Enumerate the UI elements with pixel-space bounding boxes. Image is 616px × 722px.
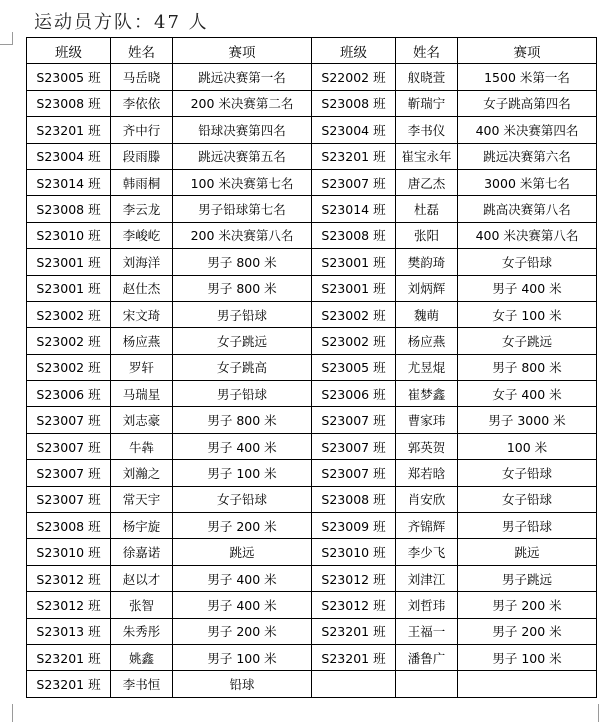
event-cell: 男子铅球 [173, 301, 312, 327]
table-row [27, 407, 597, 433]
class-cell: S23010 班 [312, 539, 396, 565]
event-cell: 男子 800 米 [173, 407, 312, 433]
name-cell: 曹家玮 [396, 407, 458, 433]
table-row [27, 565, 597, 591]
name-cell: 马瑞星 [111, 381, 173, 407]
class-cell: S23006 班 [27, 381, 111, 407]
name-cell: 李云龙 [111, 196, 173, 222]
name-cell: 潘鲁广 [396, 644, 458, 670]
name-cell: 罗轩 [111, 354, 173, 380]
class-cell: S23012 班 [312, 565, 396, 591]
class-cell: S23009 班 [312, 513, 396, 539]
name-cell: 李峻屹 [111, 222, 173, 248]
class-cell: S23007 班 [312, 460, 396, 486]
class-cell: S23007 班 [27, 460, 111, 486]
class-cell: S23201 班 [27, 644, 111, 670]
name-cell: 朱秀彤 [111, 618, 173, 644]
name-cell: 宋文琦 [111, 301, 173, 327]
class-cell: S23002 班 [27, 328, 111, 354]
name-cell: 姚鑫 [111, 644, 173, 670]
table-row [27, 90, 597, 116]
event-cell: 男子 200 米 [173, 513, 312, 539]
event-cell: 铅球 [173, 671, 312, 697]
column-header-class: 班级 [27, 38, 111, 64]
event-cell: 男子 800 米 [173, 275, 312, 301]
class-cell: S23007 班 [27, 407, 111, 433]
class-cell: S23007 班 [312, 433, 396, 459]
table-row [27, 354, 597, 380]
name-cell: 王福一 [396, 618, 458, 644]
event-cell: 男子 400 米 [173, 592, 312, 618]
class-cell: S23008 班 [27, 90, 111, 116]
name-cell: 张智 [111, 592, 173, 618]
name-cell: 刘瀚之 [111, 460, 173, 486]
column-header-name: 姓名 [111, 38, 173, 64]
page-corner-mark [12, 704, 25, 722]
class-cell: S23014 班 [27, 169, 111, 195]
table-row [27, 381, 597, 407]
class-cell: S23001 班 [312, 275, 396, 301]
event-cell: 200 米决赛第八名 [173, 222, 312, 248]
name-cell: 舣晓萱 [396, 64, 458, 90]
class-cell [312, 671, 396, 697]
event-cell: 女子铅球 [173, 486, 312, 512]
name-cell: 郭英贺 [396, 433, 458, 459]
table-row [27, 117, 597, 143]
class-cell: S23012 班 [27, 592, 111, 618]
name-cell: 肖安欣 [396, 486, 458, 512]
table-row [27, 592, 597, 618]
class-cell: S23001 班 [27, 249, 111, 275]
name-cell: 李少飞 [396, 539, 458, 565]
class-cell: S23012 班 [312, 592, 396, 618]
event-cell: 女子铅球 [458, 249, 597, 275]
event-cell: 跳远 [173, 539, 312, 565]
column-header-event: 赛项 [173, 38, 312, 64]
event-cell: 女子铅球 [458, 486, 597, 512]
table-row [27, 222, 597, 248]
event-cell: 1500 米第一名 [458, 64, 597, 90]
name-cell: 唐乙杰 [396, 169, 458, 195]
name-cell: 李书恒 [111, 671, 173, 697]
table-row [27, 143, 597, 169]
class-cell: S23002 班 [27, 354, 111, 380]
table-row [27, 64, 597, 90]
name-cell: 徐嘉诺 [111, 539, 173, 565]
event-cell: 女子跳高第四名 [458, 90, 597, 116]
event-cell: 3000 米第七名 [458, 169, 597, 195]
class-cell: S23007 班 [27, 486, 111, 512]
event-cell: 男子 100 米 [458, 644, 597, 670]
name-cell: 刘志豪 [111, 407, 173, 433]
table-row [27, 671, 597, 697]
table-row [27, 513, 597, 539]
name-cell: 李依依 [111, 90, 173, 116]
event-cell: 跳远决赛第一名 [173, 64, 312, 90]
event-cell: 男子跳远 [458, 565, 597, 591]
class-cell: S23004 班 [27, 143, 111, 169]
event-cell: 男子铅球 [173, 381, 312, 407]
table-row [27, 433, 597, 459]
table-row [27, 328, 597, 354]
event-cell: 200 米决赛第二名 [173, 90, 312, 116]
class-cell: S23008 班 [312, 90, 396, 116]
event-cell: 男子 200 米 [458, 618, 597, 644]
name-cell [396, 671, 458, 697]
column-header-event: 赛项 [458, 38, 597, 64]
class-cell: S23004 班 [312, 117, 396, 143]
athlete-roster-table [26, 37, 597, 698]
name-cell: 杨宇旋 [111, 513, 173, 539]
name-cell: 赵仕杰 [111, 275, 173, 301]
name-cell: 崔梦鑫 [396, 381, 458, 407]
class-cell: S23001 班 [27, 275, 111, 301]
name-cell: 杜磊 [396, 196, 458, 222]
table-row [27, 644, 597, 670]
event-cell: 男子 400 米 [458, 275, 597, 301]
name-cell: 刘炳辉 [396, 275, 458, 301]
table-row [27, 460, 597, 486]
class-cell: S23012 班 [27, 565, 111, 591]
class-cell: S23007 班 [312, 169, 396, 195]
class-cell: S23201 班 [27, 671, 111, 697]
class-cell: S23007 班 [27, 433, 111, 459]
event-cell: 跳高决赛第八名 [458, 196, 597, 222]
event-cell: 跳远决赛第五名 [173, 143, 312, 169]
event-cell: 男子 200 米 [458, 592, 597, 618]
event-cell: 男子 3000 米 [458, 407, 597, 433]
name-cell: 马岳晓 [111, 64, 173, 90]
class-cell: S22002 班 [312, 64, 396, 90]
event-cell: 男子 400 米 [173, 433, 312, 459]
class-cell: S23008 班 [312, 222, 396, 248]
table-row [27, 249, 597, 275]
name-cell: 齐中行 [111, 117, 173, 143]
event-cell: 男子铅球第七名 [173, 196, 312, 222]
name-cell: 段雨滕 [111, 143, 173, 169]
class-cell: S23006 班 [312, 381, 396, 407]
name-cell: 崔宝永年 [396, 143, 458, 169]
class-cell: S23007 班 [312, 407, 396, 433]
name-cell: 刘海洋 [111, 249, 173, 275]
table-row [27, 275, 597, 301]
class-cell: S23201 班 [27, 117, 111, 143]
class-cell: S23005 班 [312, 354, 396, 380]
event-cell: 男子 800 米 [173, 249, 312, 275]
table-row [27, 169, 597, 195]
event-cell: 女子 100 米 [458, 301, 597, 327]
name-cell: 刘哲玮 [396, 592, 458, 618]
event-cell: 100 米决赛第七名 [173, 169, 312, 195]
name-cell: 牛犇 [111, 433, 173, 459]
name-cell: 齐锦辉 [396, 513, 458, 539]
event-cell: 400 米决赛第四名 [458, 117, 597, 143]
event-cell: 男子 100 米 [173, 460, 312, 486]
name-cell: 尤昱焜 [396, 354, 458, 380]
class-cell: S23001 班 [312, 249, 396, 275]
class-cell: S23008 班 [27, 196, 111, 222]
class-cell: S23014 班 [312, 196, 396, 222]
event-cell: 男子 800 米 [458, 354, 597, 380]
name-cell: 张阳 [396, 222, 458, 248]
class-cell: S23201 班 [312, 618, 396, 644]
table-row [27, 486, 597, 512]
event-cell [458, 671, 597, 697]
table-row [27, 618, 597, 644]
class-cell: S23010 班 [27, 539, 111, 565]
column-header-name: 姓名 [396, 38, 458, 64]
table-row [27, 539, 597, 565]
header-row [27, 38, 597, 64]
table-row [27, 196, 597, 222]
class-cell: S23201 班 [312, 644, 396, 670]
name-cell: 刘津江 [396, 565, 458, 591]
class-cell: S23008 班 [27, 513, 111, 539]
class-cell: S23005 班 [27, 64, 111, 90]
event-cell: 男子铅球 [458, 513, 597, 539]
name-cell: 常天宇 [111, 486, 173, 512]
event-cell: 男子 100 米 [173, 644, 312, 670]
page-title: 运动员方队：47 人 [34, 12, 209, 33]
page-corner-mark [0, 32, 13, 45]
event-cell: 400 米决赛第八名 [458, 222, 597, 248]
event-cell: 女子跳远 [173, 328, 312, 354]
name-cell: 杨应燕 [111, 328, 173, 354]
name-cell: 杨应燕 [396, 328, 458, 354]
event-cell: 100 米 [458, 433, 597, 459]
name-cell: 樊韵琦 [396, 249, 458, 275]
name-cell: 韩雨桐 [111, 169, 173, 195]
class-cell: S23201 班 [312, 143, 396, 169]
class-cell: S23002 班 [27, 301, 111, 327]
event-cell: 女子跳高 [173, 354, 312, 380]
class-cell: S23010 班 [27, 222, 111, 248]
class-cell: S23002 班 [312, 328, 396, 354]
name-cell: 李书仪 [396, 117, 458, 143]
event-cell: 跳远决赛第六名 [458, 143, 597, 169]
name-cell: 郑若晗 [396, 460, 458, 486]
event-cell: 男子 200 米 [173, 618, 312, 644]
table-row [27, 301, 597, 327]
event-cell: 女子 400 米 [458, 381, 597, 407]
roster-body [27, 64, 597, 697]
name-cell: 赵以才 [111, 565, 173, 591]
column-header-class: 班级 [312, 38, 396, 64]
event-cell: 女子铅球 [458, 460, 597, 486]
name-cell: 靳瑞宁 [396, 90, 458, 116]
event-cell: 铅球决赛第四名 [173, 117, 312, 143]
page-corner-mark [598, 704, 611, 722]
event-cell: 女子跳远 [458, 328, 597, 354]
class-cell: S23008 班 [312, 486, 396, 512]
class-cell: S23002 班 [312, 301, 396, 327]
name-cell: 魏萌 [396, 301, 458, 327]
class-cell: S23013 班 [27, 618, 111, 644]
event-cell: 男子 400 米 [173, 565, 312, 591]
event-cell: 跳远 [458, 539, 597, 565]
